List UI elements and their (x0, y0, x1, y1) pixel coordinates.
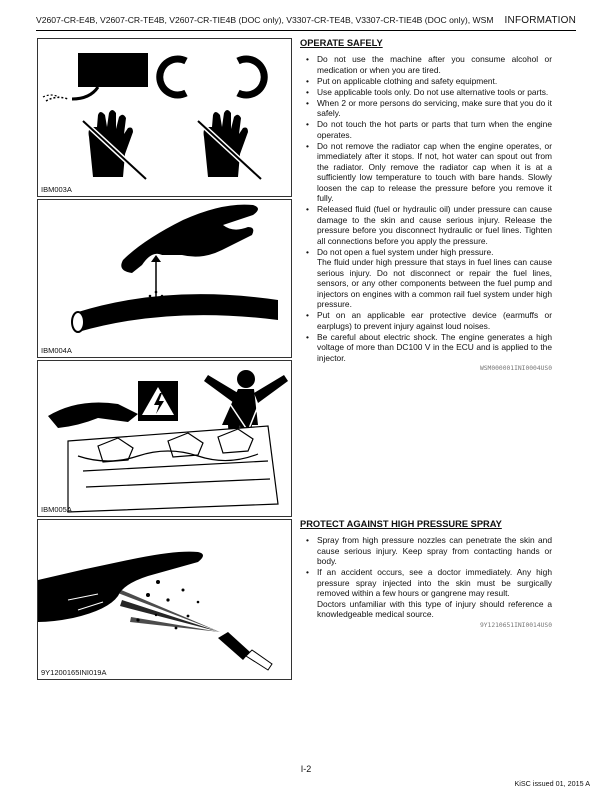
hot-parts-illustration (38, 39, 291, 196)
reference-code: WSM000001INI0004US0 (479, 365, 552, 372)
hand-shape (121, 205, 258, 273)
list-item: • Released fluid (fuel or hydraulic oil) under pressure can cause damage to the skin and cause serious injury. Release the pressure before you disconnect hydraulic or fuel lines. Tighten all connections before you apply the pressure. (300, 204, 552, 246)
reference-code: 9Y1210651INI0014US0 (479, 621, 552, 629)
crossed-hand-left (83, 110, 146, 179)
section-title-protect-spray: PROTECT AGAINST HIGH PRESSURE SPRAY (300, 519, 502, 529)
figure-caption: IBM004A (41, 346, 72, 355)
page-number: I-2 (300, 764, 312, 774)
leak-check-illustration (38, 200, 291, 357)
list-item: • Be careful about electric shock. The engine generates a high voltage of more than DC100 V in the ECU and is applied to the injector. (300, 332, 552, 364)
list-item: • Do not touch the hot parts or parts that turn when the engine operates. (300, 119, 552, 140)
rotate-arrow-right (238, 59, 264, 95)
header-section: INFORMATION (504, 15, 576, 26)
figure-caption: IBM005A (41, 505, 72, 514)
figure-hot-rotating-parts (37, 38, 292, 197)
issue-note: KiSC issued 01, 2015 A (514, 779, 590, 788)
section-protect-spray (300, 519, 552, 629)
crossed-hand-right (198, 110, 261, 179)
list-item: • Do not use the machine after you consume alcohol or medication or when you are tired. (300, 54, 552, 75)
operate-safely-list (300, 54, 552, 363)
electric-shock-illustration (38, 361, 291, 516)
figure-high-pressure-spray (37, 519, 292, 680)
header-models: V2607-CR-E4B, V2607-CR-TE4B, V2607-CR-TIE4B (DOC only), V3307-CR-TE4B, V3307-CR-TIE4B (DOC only), WSM (36, 15, 494, 25)
reaching-hand (48, 403, 138, 429)
spray-droplets (110, 580, 220, 632)
header-rule (36, 30, 576, 31)
section-title-operate-safely: OPERATE SAFELY (300, 38, 383, 48)
figure-caption: IBM003A (41, 185, 72, 194)
list-item: • Put on an applicable ear protective device (earmuffs or earplugs) to prevent injury against loud noises. (300, 310, 552, 331)
list-item: • Do not remove the radiator cap when the engine operates, or immediately after it stops. If not, hot water can spout out from the radiator. Only remove the radiator cap when it is at a sufficiently low temperature to touch with bare hands. Slowly loosen the cap to release the pressure before you remove it fully. (300, 141, 552, 204)
list-item-detail: The fluid under high pressure that stays in fuel lines can cause serious injury. Do not disconnect or repair the fuel lines, sensors, or any other components between the fuel pump and injectors on engines with a common rail fuel system under high pressure. (317, 257, 552, 309)
spray-nozzle (218, 632, 250, 660)
list-item: • If an accident occurs, see a doctor immediately. Any high pressure spray injected into the skin must be surgically removed within a few hours or gangrene may result. Doctors unfamiliar with this type of injury should reference a knowledgeable medical source. (300, 567, 552, 620)
hot-block (78, 53, 148, 87)
list-item: • Do not open a fuel system under high pressure. The fluid under high pressure that stays in fuel lines can cause serious injury. Do not disconnect or repair the fuel lines, sensors, or any other components between the fuel pump and injectors on engines with a common rail fuel system under high pressure. (300, 247, 552, 310)
section-operate-safely (300, 38, 552, 372)
hose-shape (78, 294, 278, 332)
figure-caption: 9Y1200165INI019A (41, 668, 107, 677)
spray-illustration (38, 520, 291, 679)
list-item: • Spray from high pressure nozzles can penetrate the skin and cause serious injury. Keep spray from contacting hands or body. (300, 535, 552, 567)
figure-pressure-leak (37, 199, 292, 358)
list-item: • Use applicable tools only. Do not use alternative tools or parts. (300, 87, 552, 98)
protect-spray-list (300, 535, 552, 620)
hand-silhouette (38, 552, 203, 622)
list-item: • When 2 or more persons do servicing, make sure that you do it safely. (300, 98, 552, 119)
list-item: • Put on applicable clothing and safety equipment. (300, 76, 552, 87)
rotate-arrow-left (160, 59, 186, 95)
list-item-detail: Doctors unfamiliar with this type of injury should reference a knowledgeable medical source. (317, 598, 552, 619)
figure-electric-shock (37, 360, 292, 517)
